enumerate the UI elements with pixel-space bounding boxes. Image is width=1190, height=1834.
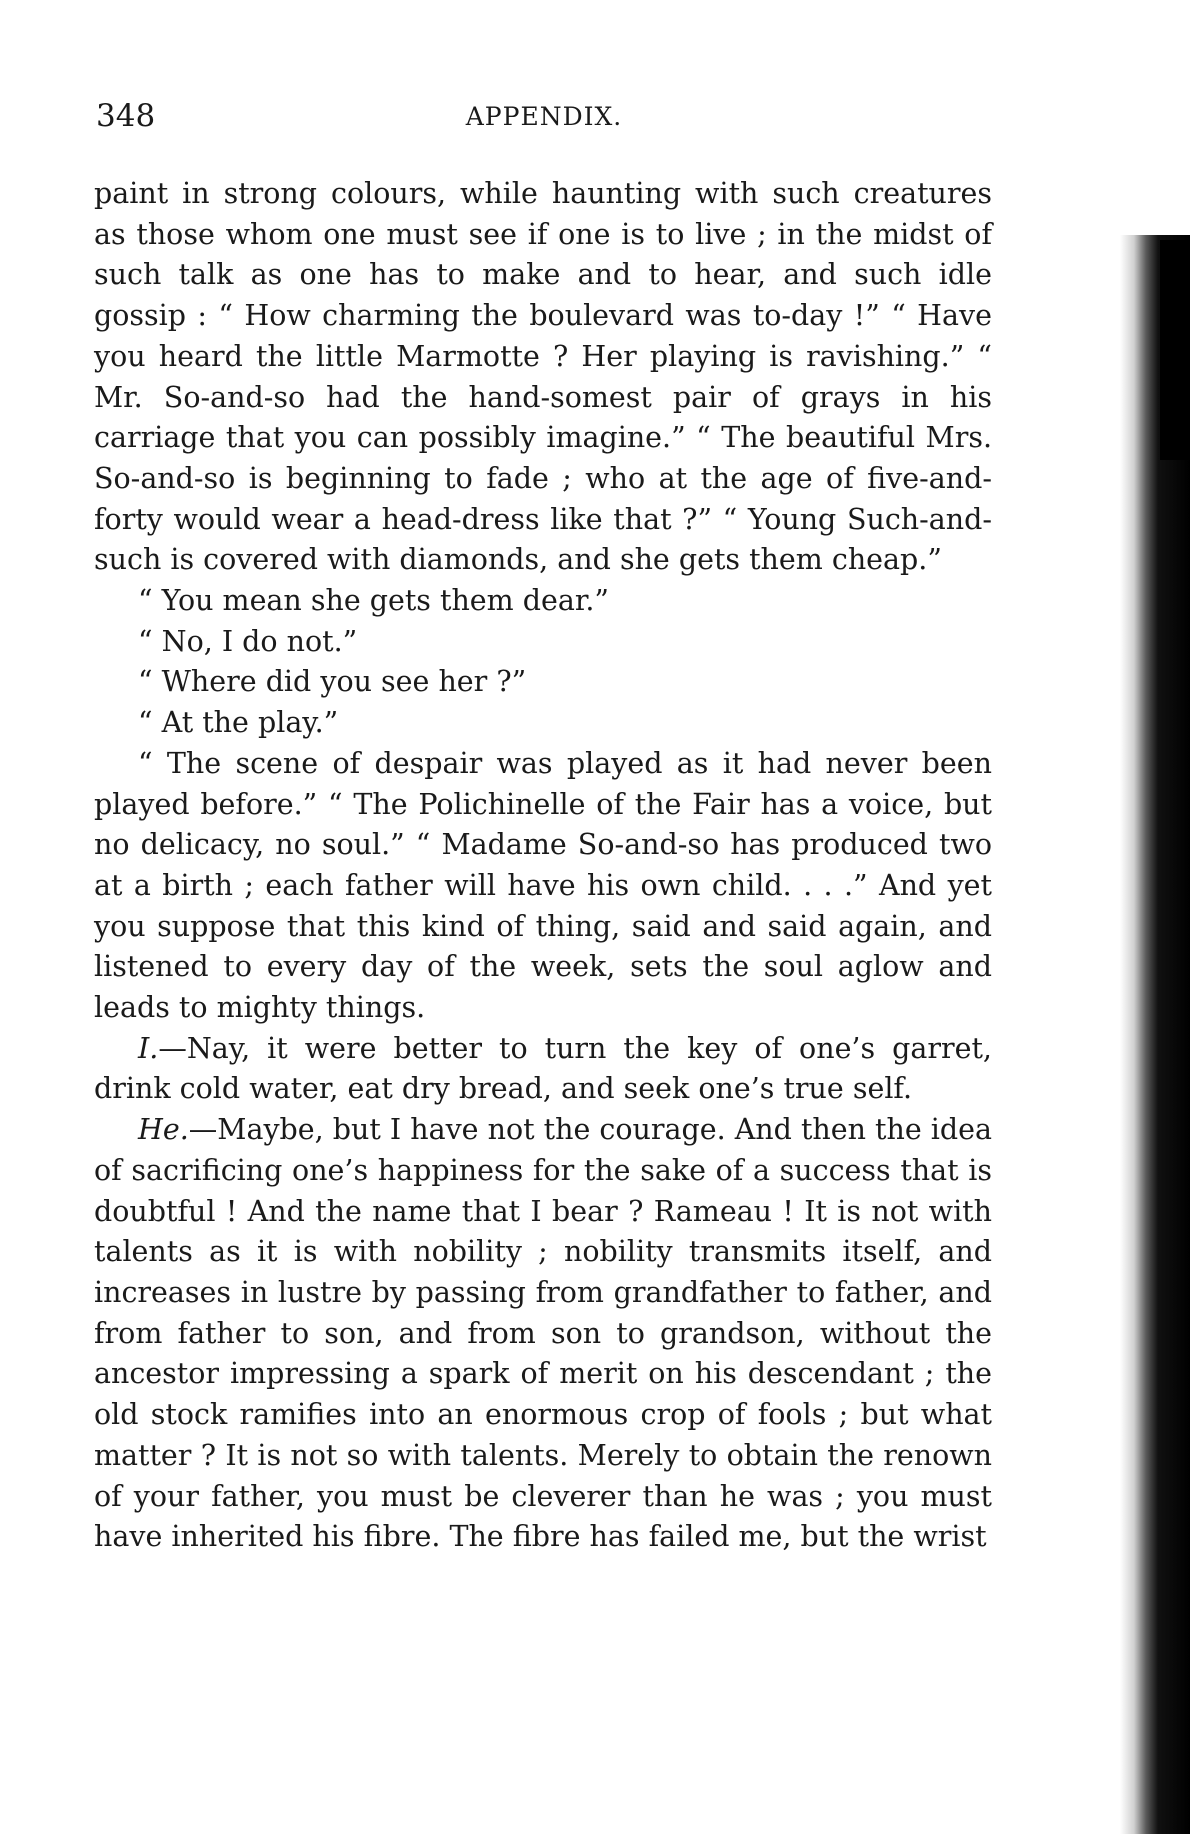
binding-shadow <box>1120 235 1190 1834</box>
paragraph <box>94 174 992 581</box>
paragraph <box>94 1029 992 1110</box>
paragraph <box>94 662 992 703</box>
paragraph-text: “ Where did you see her ?” <box>138 665 527 699</box>
body-text <box>94 174 992 1558</box>
paragraph-text: —Maybe, but I have not the courage. And then the idea of sacrificing one’s happiness for the sake of a success that is doubtful ! And the name that I bear ? Rameau ! It is not with talents as it is with nobility ; nobility transmits itself, and increases in lustre by passing from grandfather to father, and from father to son, and from son to grandson, without the ancestor impressing a spark of merit on his descendant ; the old stock ramifies into an enormous crop of fools ; but what matter ? It is not so with talents. Merely to obtain the renown of your father, you must be cleverer than he was ; you must have inherited his fibre. The fibre has failed me, but the wrist <box>94 1113 992 1554</box>
paragraph-text: —Nay, it were better to turn the key of one’s garret, drink cold water, eat dry bread, and seek one’s true self. <box>94 1031 992 1106</box>
paragraph <box>94 703 992 744</box>
speaker-label: He. <box>138 1113 189 1147</box>
paragraph <box>94 622 992 663</box>
paragraph-text: paint in strong colours, while haunting with such creatures as those whom one must see if one is to live ; in the midst of such talk as one has to make and to hear, and such idle gossip : “ How charming the boulevard was to-day !” “ Have you heard the little Marmotte ? Her playing is ravishing.” “ Mr. So-and-so had the hand-somest pair of grays in his carriage that you can possibly imagine.” “ The beautiful Mrs. So-and-so is beginning to fade ; who at the age of five-and-forty would wear a head-dress like that ?” “ Young Such-and-such is covered with diamonds, and she gets them cheap.” <box>94 177 992 577</box>
paragraph <box>94 744 992 1029</box>
speaker-label: I. <box>138 1031 159 1065</box>
page-header <box>96 98 992 138</box>
paragraph-text: “ You mean she gets them dear.” <box>138 584 609 618</box>
paragraph-text: “ No, I do not.” <box>138 624 358 658</box>
paragraph-text: “ The scene of despair was played as it had never been played before.” “ The Polichinelle of the Fair has a voice, but no delicacy, no soul.” “ Madame So-and-so has produced two at a birth ; each father will have his own child. . . .” And yet you suppose that this kind of thing, said and said again, and listened to every day of the week, sets the soul aglow and leads to mighty things. <box>94 746 992 1025</box>
paragraph <box>94 581 992 622</box>
binding-shadow-dark <box>1160 240 1190 460</box>
paragraph <box>94 1110 992 1558</box>
running-head: APPENDIX. <box>465 102 623 131</box>
page-number: 348 <box>96 98 156 134</box>
paragraph-text: “ At the play.” <box>138 706 339 740</box>
